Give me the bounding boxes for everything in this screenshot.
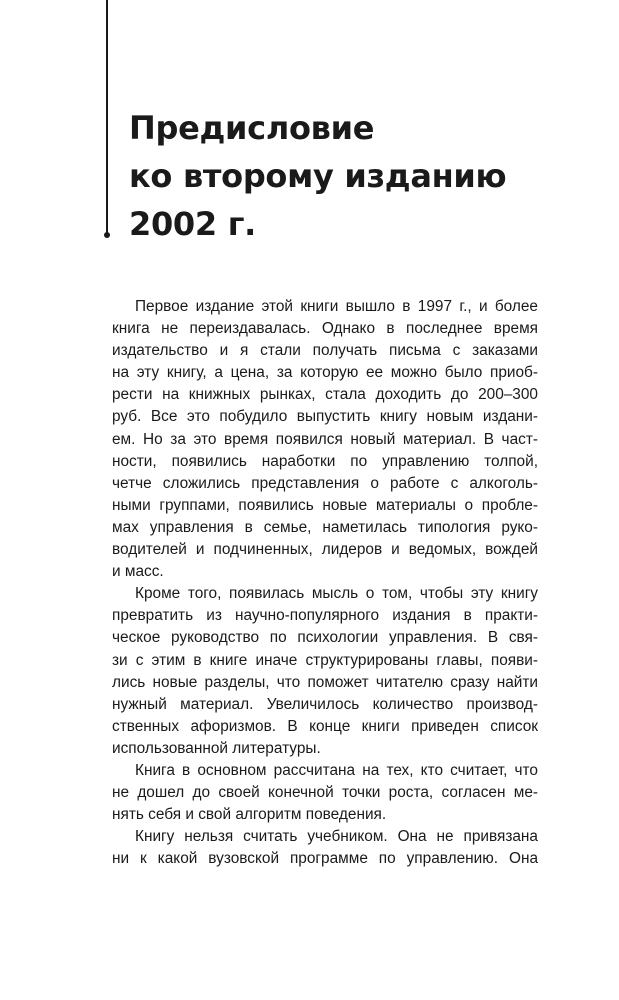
text-line: четче сложились представления о работе с алкоголь- [112,474,538,492]
text-line: водителей и подчиненных, лидеров и ведомых, вождей [112,541,538,559]
text-line: издательство и я стали получать письма с заказами [112,342,538,360]
text-line: Кроме того, появилась мысль о том, чтобы эту книгу [135,585,538,603]
text-line: Книга в основном рассчитана на тех, кто считает, что [135,761,538,779]
text-line: нужный материал. Увеличилось количество производ- [112,695,538,713]
text-line: ности, появились наработки по управлению толпой, [112,452,538,470]
text-line: ческое руководство по психологии управления. В свя- [112,629,538,647]
text-line: нять себя и свой алгоритм поведения. [112,806,387,824]
text-line: зи с этим в книге иначе структурированы главы, появи- [112,651,538,669]
text-line: руб. Все это побудило выпустить книгу новым издани- [112,408,538,426]
paragraph [112,296,538,583]
text-line: использованной литературы. [112,739,321,757]
text-line: Первое издание этой книги вышло в 1997 г., и более [135,298,538,315]
text-line: мах управления в семье, наметилась типология руко- [112,518,538,536]
chapter-title-line-1: Предисловие [129,109,375,147]
text-line: ни к какой вузовской программе по управлению. Она [112,850,538,868]
text-line: ем. Но за это время появился новый материал. В част- [112,430,538,448]
text-line: ными группами, появились новые материалы о пробле- [112,496,538,514]
text-line: лись новые разделы, что поможет читателю сразу найти [112,673,538,691]
text-line: Книгу нельзя считать учебником. Она не привязана [135,828,538,846]
vertical-rule [106,0,108,234]
chapter-title-line-2: ко второму изданию [129,157,507,195]
text-line: превратить из научно-популярного издания в практи- [112,607,538,625]
text-line: книга не переиздавалась. Однако в последнее время [112,320,538,338]
text-line: не дошел до своей конечной точки роста, согласен ме- [112,784,538,802]
paragraph [112,583,538,760]
text-line: ственных афоризмов. В конце книги приведен список [112,717,538,735]
text-line: рести на книжных рынках, стала доходить до 200–300 [112,386,538,404]
text-line: и масс. [112,563,164,581]
body-text [112,296,538,870]
text-line: на эту книгу, а цена, за которую ее можно было приоб- [112,364,538,382]
chapter-title [129,104,506,248]
paragraph [112,760,538,826]
chapter-title-line-3: 2002 г. [129,205,256,243]
rule-dot-ornament [104,232,110,238]
paragraph [112,826,538,870]
